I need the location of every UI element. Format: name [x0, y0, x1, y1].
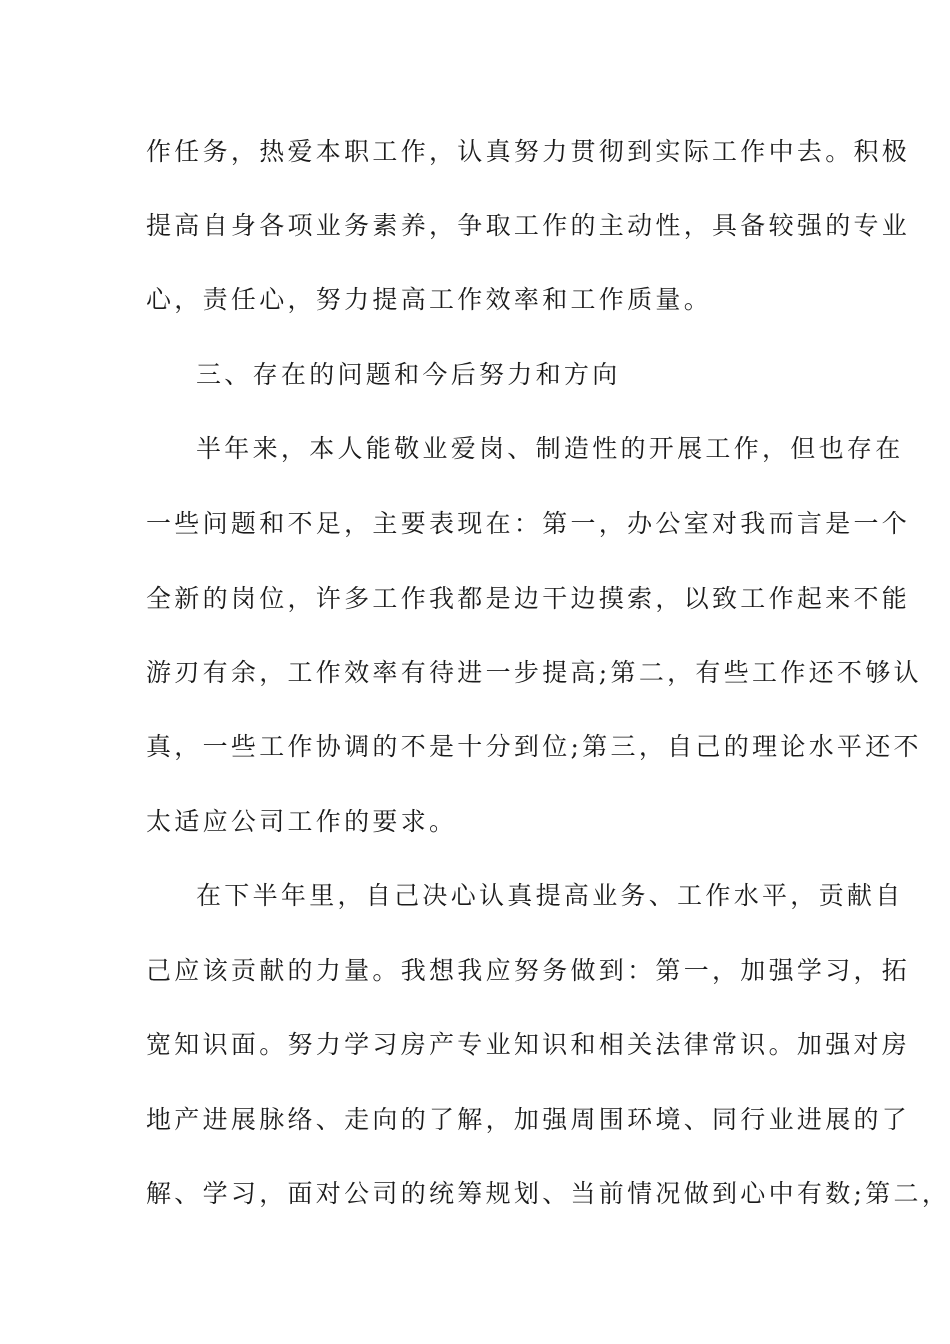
paragraph-line: 真，一些工作协调的不是十分到位;第三，自己的理论水平还不	[146, 732, 922, 761]
paragraph-line: 游刃有余，工作效率有待进一步提高;第二，有些工作还不够认	[146, 658, 922, 687]
paragraph-line: 提高自身各项业务素养，争取工作的主动性，具备较强的专业	[146, 211, 911, 240]
paragraph-line: 心，责任心，努力提高工作效率和工作质量。	[146, 285, 713, 314]
paragraph-line: 解、学习，面对公司的统筹规划、当前情况做到心中有数;第二，	[146, 1179, 950, 1208]
paragraph-line: 一些问题和不足，主要表现在：第一，办公室对我而言是一个	[146, 509, 911, 538]
paragraph-line: 宽知识面。努力学习房产专业知识和相关法律常识。加强对房	[146, 1030, 911, 1059]
paragraph-line: 己应该贡献的力量。我想我应努务做到：第一，加强学习，拓	[146, 956, 911, 985]
paragraph-line: 在下半年里，自己决心认真提高业务、工作水平，贡献自	[196, 881, 904, 910]
paragraph-line: 半年来，本人能敬业爱岗、制造性的开展工作，但也存在	[196, 434, 904, 463]
paragraph-line: 作任务，热爱本职工作，认真努力贯彻到实际工作中去。积极	[146, 137, 911, 166]
section-heading: 三、存在的问题和今后努力和方向	[196, 360, 621, 389]
paragraph-line: 全新的岗位，许多工作我都是边干边摸索，以致工作起来不能	[146, 584, 911, 613]
paragraph-line: 地产进展脉络、走向的了解，加强周围环境、同行业进展的了	[146, 1105, 911, 1134]
paragraph-line: 太适应公司工作的要求。	[146, 807, 458, 836]
